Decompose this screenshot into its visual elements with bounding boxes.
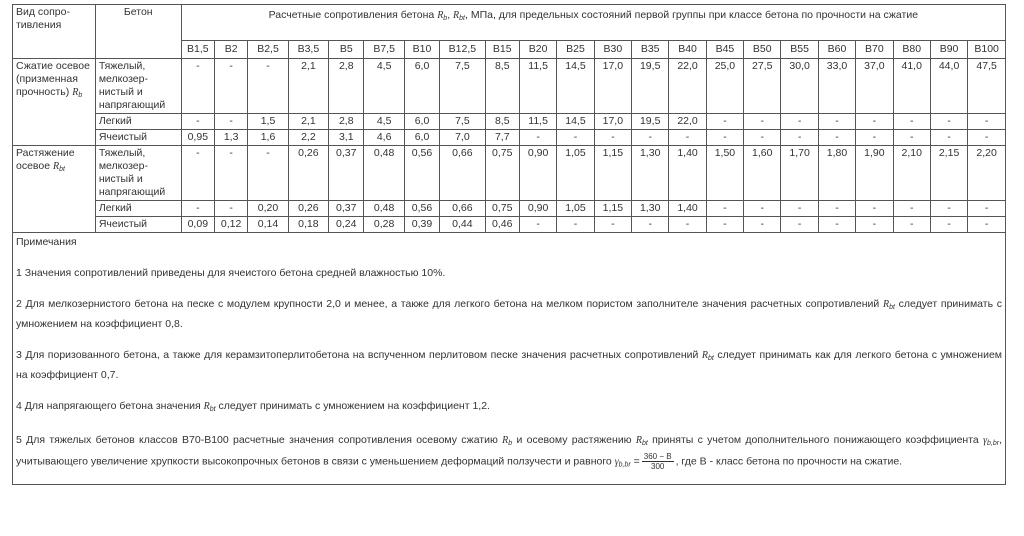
- value-cell: 17,0: [594, 114, 631, 130]
- value-cell: 0,56: [404, 146, 439, 201]
- value-cell: 17,0: [594, 59, 631, 114]
- symbol-r: R: [701, 350, 709, 361]
- value-cell: 6,0: [404, 114, 439, 130]
- value-cell: 1,15: [594, 201, 631, 217]
- value-cell: 37,0: [856, 59, 893, 114]
- concrete-type-cell: Ячеистый: [95, 130, 181, 146]
- resistance-symbol: R: [53, 161, 60, 172]
- value-cell: -: [968, 114, 1006, 130]
- note-2: 2 Для мелкозернистого бетона на песке с модулем крупности 2,0 и менее, а также для легкого бетона на мелком пористом заполнителе значения расчетных сопротивлений $R_{bt}$ следует принимать с умножением на коэффициент 0,8.: [16, 298, 1003, 330]
- value-cell: 0,46: [485, 217, 519, 233]
- gamma-symbol: γ: [983, 435, 988, 446]
- notes-heading: Примечания: [16, 236, 77, 248]
- value-cell: -: [632, 130, 669, 146]
- concrete-resistance-table: [12, 4, 1006, 485]
- symbol-r: R: [635, 435, 642, 446]
- value-cell: 1,90: [856, 146, 893, 201]
- class-header-cell: В80: [893, 41, 930, 59]
- value-cell: 1,40: [669, 146, 706, 201]
- class-header-cell: В2,5: [248, 41, 288, 59]
- value-cell: -: [930, 217, 967, 233]
- value-cell: -: [706, 130, 743, 146]
- symbol-r: R: [502, 435, 509, 446]
- class-header-cell: В70: [856, 41, 893, 59]
- class-header-cell: В100: [968, 41, 1006, 59]
- value-cell: 6,0: [404, 59, 439, 114]
- value-cell: -: [248, 59, 288, 114]
- resistance-type-cell: [13, 146, 96, 233]
- value-cell: -: [930, 114, 967, 130]
- value-cell: 0,44: [440, 217, 485, 233]
- value-cell: -: [706, 217, 743, 233]
- value-cell: -: [669, 130, 706, 146]
- symbol-subscript: bt: [209, 406, 216, 413]
- value-cell: 22,0: [669, 59, 706, 114]
- value-cell: -: [744, 114, 781, 130]
- class-header-cell: В12,5: [440, 41, 485, 59]
- class-header-cell: В50: [744, 41, 781, 59]
- class-header-cell: В90: [930, 41, 967, 59]
- value-cell: -: [930, 201, 967, 217]
- value-cell: 0,56: [404, 201, 439, 217]
- value-cell: 8,5: [485, 59, 519, 114]
- value-cell: -: [594, 217, 631, 233]
- symbol-subscript: bt: [889, 304, 895, 311]
- value-cell: 2,1: [288, 59, 328, 114]
- resistance-type-label: Растяжение осевое: [16, 147, 75, 172]
- concrete-type-cell: Легкий: [95, 114, 181, 130]
- value-cell: -: [968, 217, 1006, 233]
- class-header-cell: В60: [818, 41, 855, 59]
- symbol-subscript: bt: [641, 440, 648, 447]
- value-cell: 44,0: [930, 59, 967, 114]
- class-header-cell: В1,5: [181, 41, 214, 59]
- value-cell: -: [818, 130, 855, 146]
- value-cell: -: [214, 114, 247, 130]
- notes-row: [13, 233, 1006, 485]
- value-cell: 2,15: [930, 146, 967, 201]
- value-cell: -: [744, 217, 781, 233]
- symbol-r: R: [883, 299, 890, 310]
- value-cell: 4,5: [364, 59, 404, 114]
- resistance-subscript: bt: [59, 166, 65, 173]
- note-3: 3 Для поризованного бетона, а также для керамзитоперлитобетона на вспученном перлитовом песке значения расчетных сопротивлений $R_{bt}$ следует принимать как для легкого бетона с умножением на коэффициент 0,7.: [16, 349, 1003, 381]
- class-header-cell: В35: [632, 41, 669, 59]
- value-cell: 1,15: [594, 146, 631, 201]
- value-cell: 7,5: [440, 59, 485, 114]
- value-cell: -: [893, 217, 930, 233]
- class-header-cell: В45: [706, 41, 743, 59]
- value-cell: 19,5: [632, 114, 669, 130]
- value-cell: 1,80: [818, 146, 855, 201]
- resistance-type-label: Сжатие осевое (призменная прочность): [16, 60, 90, 98]
- value-cell: -: [557, 130, 594, 146]
- value-cell: -: [632, 217, 669, 233]
- value-cell: 3,1: [329, 130, 364, 146]
- table-row: [13, 201, 1006, 217]
- class-header-cell: В5: [329, 41, 364, 59]
- value-cell: 30,0: [781, 59, 818, 114]
- value-cell: 1,5: [248, 114, 288, 130]
- table-row: [13, 130, 1006, 146]
- value-cell: -: [968, 201, 1006, 217]
- value-cell: 0,14: [248, 217, 288, 233]
- value-cell: -: [181, 146, 214, 201]
- value-cell: 7,7: [485, 130, 519, 146]
- class-header-cell: В2: [214, 41, 247, 59]
- note-4: 4 Для напрягающего бетона значения $R_{bt}$ следует принимать с умножением на коэффициент 1,2.: [16, 400, 490, 413]
- class-header-cell: В55: [781, 41, 818, 59]
- value-cell: -: [968, 130, 1006, 146]
- value-cell: -: [214, 146, 247, 201]
- value-cell: 2,1: [288, 114, 328, 130]
- concrete-type-cell: Тяжелый, мелкозер-нистый и напрягающий: [95, 146, 181, 201]
- value-cell: 4,6: [364, 130, 404, 146]
- value-cell: 0,37: [329, 146, 364, 201]
- value-cell: -: [856, 130, 893, 146]
- value-cell: 7,5: [440, 114, 485, 130]
- value-cell: 0,95: [181, 130, 214, 146]
- value-cell: -: [893, 114, 930, 130]
- value-cell: 1,60: [744, 146, 781, 201]
- value-cell: -: [781, 114, 818, 130]
- resistance-type-cell: [13, 59, 96, 146]
- value-cell: 0,24: [329, 217, 364, 233]
- value-cell: 7,0: [440, 130, 485, 146]
- value-cell: 1,30: [632, 146, 669, 201]
- fraction: $\frac{360 - В}{300}$: [643, 452, 672, 471]
- value-cell: 0,12: [214, 217, 247, 233]
- value-cell: 0,75: [485, 146, 519, 201]
- value-cell: 8,5: [485, 114, 519, 130]
- header-resistance-type: Вид сопро-тивления: [13, 5, 96, 59]
- value-cell: 1,30: [632, 201, 669, 217]
- value-cell: 14,5: [557, 114, 594, 130]
- value-cell: -: [744, 201, 781, 217]
- value-cell: 1,05: [557, 146, 594, 201]
- value-cell: 0,66: [440, 146, 485, 201]
- value-cell: -: [818, 114, 855, 130]
- header-row: [13, 5, 1006, 41]
- value-cell: -: [214, 59, 247, 114]
- notes-cell: [13, 233, 1006, 485]
- value-cell: 0,66: [440, 201, 485, 217]
- class-header-cell: В3,5: [288, 41, 328, 59]
- header-title: Расчетные сопротивления бетона $R_b$, $R_{bt}$, МПа, для предельных состояний первой группы при классе бетона по прочности на сжатие: [181, 5, 1005, 41]
- table-row: [13, 217, 1006, 233]
- table-row: [13, 59, 1006, 114]
- value-cell: 0,75: [485, 201, 519, 217]
- value-cell: 0,18: [288, 217, 328, 233]
- value-cell: 2,20: [968, 146, 1006, 201]
- class-header-cell: В25: [557, 41, 594, 59]
- value-cell: -: [856, 217, 893, 233]
- value-cell: 1,05: [557, 201, 594, 217]
- value-cell: 1,3: [214, 130, 247, 146]
- value-cell: -: [818, 201, 855, 217]
- table-row: [13, 114, 1006, 130]
- value-cell: -: [781, 201, 818, 217]
- gamma-subscript: b,br: [987, 440, 1000, 447]
- value-cell: -: [744, 130, 781, 146]
- value-cell: -: [856, 114, 893, 130]
- class-header-cell: В7,5: [364, 41, 404, 59]
- value-cell: 2,8: [329, 59, 364, 114]
- value-cell: 0,28: [364, 217, 404, 233]
- symbol-subscript: b: [508, 440, 513, 447]
- value-cell: 1,6: [248, 130, 288, 146]
- value-cell: 0,26: [288, 146, 328, 201]
- class-header-cell: В30: [594, 41, 631, 59]
- value-cell: 0,48: [364, 201, 404, 217]
- note-1: 1 Значения сопротивлений приведены для ячеистого бетона средней влажностью 10%.: [16, 267, 446, 279]
- value-cell: 0,90: [519, 201, 556, 217]
- value-cell: 25,0: [706, 59, 743, 114]
- value-cell: 2,8: [329, 114, 364, 130]
- concrete-type-cell: Ячеистый: [95, 217, 181, 233]
- value-cell: 0,26: [288, 201, 328, 217]
- value-cell: -: [594, 130, 631, 146]
- value-cell: -: [930, 130, 967, 146]
- value-cell: 22,0: [669, 114, 706, 130]
- value-cell: -: [181, 59, 214, 114]
- value-cell: 0,20: [248, 201, 288, 217]
- value-cell: 19,5: [632, 59, 669, 114]
- value-cell: 6,0: [404, 130, 439, 146]
- class-header-cell: В10: [404, 41, 439, 59]
- value-cell: 11,5: [519, 59, 556, 114]
- table-row: [13, 146, 1006, 201]
- value-cell: 2,2: [288, 130, 328, 146]
- class-header-cell: В20: [519, 41, 556, 59]
- resistance-subscript: b: [78, 92, 83, 99]
- value-cell: -: [214, 201, 247, 217]
- value-cell: -: [893, 201, 930, 217]
- value-cell: -: [519, 217, 556, 233]
- value-cell: -: [669, 217, 706, 233]
- concrete-type-cell: Тяжелый, мелкозер-нистый и напрягающий: [95, 59, 181, 114]
- value-cell: -: [181, 114, 214, 130]
- value-cell: 2,10: [893, 146, 930, 201]
- value-cell: 41,0: [893, 59, 930, 114]
- value-cell: 0,09: [181, 217, 214, 233]
- value-cell: 4,5: [364, 114, 404, 130]
- value-cell: -: [781, 130, 818, 146]
- value-cell: -: [248, 146, 288, 201]
- class-header-cell: В40: [669, 41, 706, 59]
- value-cell: -: [856, 201, 893, 217]
- symbol-subscript: bt: [708, 355, 714, 362]
- value-cell: 0,39: [404, 217, 439, 233]
- value-cell: 1,70: [781, 146, 818, 201]
- value-cell: 0,90: [519, 146, 556, 201]
- value-cell: -: [706, 114, 743, 130]
- value-cell: -: [519, 130, 556, 146]
- value-cell: 0,37: [329, 201, 364, 217]
- value-cell: -: [893, 130, 930, 146]
- header-concrete: Бетон: [95, 5, 181, 59]
- value-cell: 27,5: [744, 59, 781, 114]
- resistance-symbol: R: [72, 87, 79, 98]
- value-cell: -: [557, 217, 594, 233]
- value-cell: 1,50: [706, 146, 743, 201]
- class-header-cell: В15: [485, 41, 519, 59]
- value-cell: 11,5: [519, 114, 556, 130]
- note-5: 5 Для тяжелых бетонов классов В70-В100 расчетные значения сопротивления осевому сжатию $R_b$ и осевому растяжению $R_{bt}$ приняты с учетом дополнительного понижающего коэффициента $\gamma_{b,br}$, учитывающего увеличение хрупкости высокопрочных бетонов в связи с уменьшением деформаций ползучести и равного $\gamma_{b,br}$ = $\frac{360 - В}{300}$ , где В - класс бетона по прочности на сжатие.: [16, 434, 1002, 471]
- concrete-type-cell: Легкий: [95, 201, 181, 217]
- value-cell: 0,48: [364, 146, 404, 201]
- value-cell: 1,40: [669, 201, 706, 217]
- value-cell: -: [818, 217, 855, 233]
- value-cell: -: [706, 201, 743, 217]
- value-cell: -: [181, 201, 214, 217]
- document: [12, 4, 1006, 524]
- value-cell: -: [781, 217, 818, 233]
- symbol-r: R: [203, 401, 210, 412]
- value-cell: 14,5: [557, 59, 594, 114]
- value-cell: 47,5: [968, 59, 1006, 114]
- value-cell: 33,0: [818, 59, 855, 114]
